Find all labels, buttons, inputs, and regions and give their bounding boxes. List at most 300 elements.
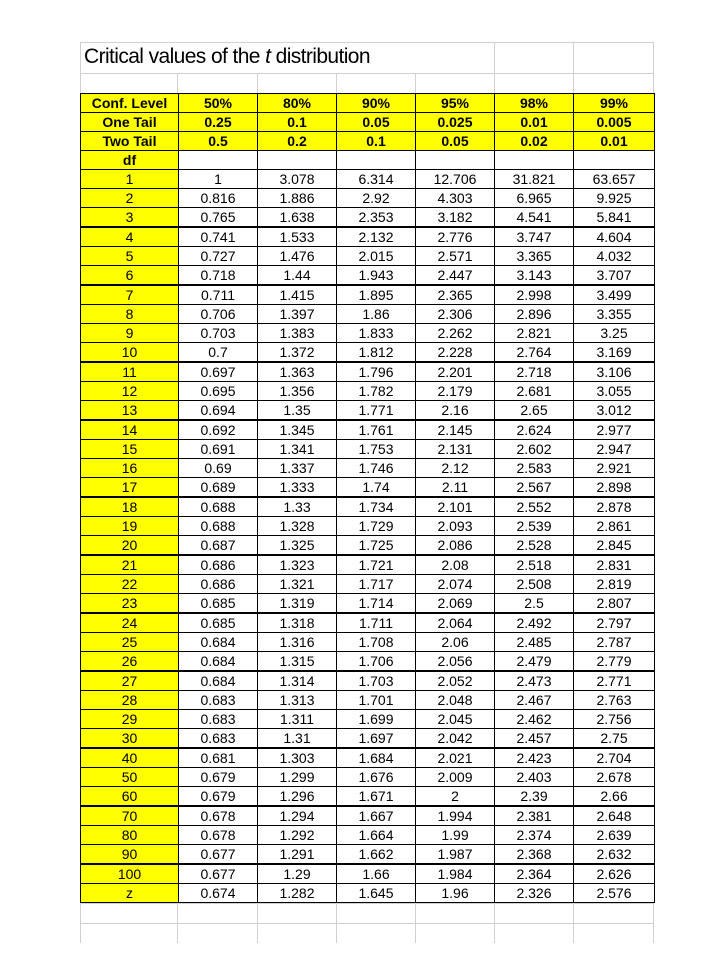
df-cell[interactable]: 22 <box>81 575 179 594</box>
df-cell[interactable]: 14 <box>81 420 179 440</box>
critical-value-cell[interactable]: 2.12 <box>416 459 495 478</box>
critical-value-cell[interactable]: 2.457 <box>495 729 574 749</box>
critical-value-cell[interactable]: 2.807 <box>574 594 655 614</box>
critical-value-cell[interactable]: 1.356 <box>258 382 337 401</box>
critical-value-cell[interactable]: 2.5 <box>495 594 574 614</box>
critical-value-cell[interactable]: 1.984 <box>416 864 495 884</box>
critical-value-cell[interactable]: 2.042 <box>416 729 495 749</box>
df-cell[interactable]: 8 <box>81 305 179 324</box>
critical-value-cell[interactable]: 1.812 <box>337 343 416 363</box>
df-cell[interactable]: 60 <box>81 787 179 807</box>
df-cell[interactable]: 5 <box>81 247 179 266</box>
blank-row[interactable] <box>80 923 654 943</box>
df-cell[interactable]: 11 <box>81 362 179 382</box>
critical-value-cell[interactable]: 3.106 <box>574 362 655 382</box>
critical-value-cell[interactable]: 0.683 <box>179 729 258 749</box>
critical-value-cell[interactable]: 2.056 <box>416 652 495 672</box>
critical-value-cell[interactable]: 1.323 <box>258 555 337 575</box>
critical-value-cell[interactable]: 0.711 <box>179 285 258 305</box>
critical-value-cell[interactable]: 2.473 <box>495 671 574 691</box>
critical-value-cell[interactable]: 0.689 <box>179 478 258 498</box>
critical-value-cell[interactable]: 1.753 <box>337 440 416 459</box>
df-cell[interactable]: 23 <box>81 594 179 614</box>
critical-value-cell[interactable]: 2.074 <box>416 575 495 594</box>
critical-value-cell[interactable]: 0.686 <box>179 555 258 575</box>
critical-value-cell[interactable]: 0.685 <box>179 613 258 633</box>
critical-value-cell[interactable]: 2.718 <box>495 362 574 382</box>
critical-value-cell[interactable]: 2.776 <box>416 227 495 247</box>
critical-value-cell[interactable]: 1.33 <box>258 497 337 517</box>
critical-value-cell[interactable]: 2.39 <box>495 787 574 807</box>
critical-value-cell[interactable]: 1.372 <box>258 343 337 363</box>
critical-value-cell[interactable]: 0.816 <box>179 189 258 208</box>
critical-value-cell[interactable]: 1.296 <box>258 787 337 807</box>
critical-value-cell[interactable]: 1.325 <box>258 536 337 556</box>
critical-value-cell[interactable]: 2.678 <box>574 768 655 787</box>
critical-value-cell[interactable]: 1.664 <box>337 826 416 845</box>
critical-value-cell[interactable]: 5.841 <box>574 208 655 228</box>
critical-value-cell[interactable]: 0.695 <box>179 382 258 401</box>
critical-value-cell[interactable]: 2.819 <box>574 575 655 594</box>
df-cell[interactable]: 13 <box>81 401 179 421</box>
header-value-cell[interactable]: 95% <box>416 94 495 113</box>
critical-value-cell[interactable]: 2.021 <box>416 748 495 768</box>
critical-value-cell[interactable]: 1.337 <box>258 459 337 478</box>
critical-value-cell[interactable]: 2.576 <box>574 884 655 903</box>
critical-value-cell[interactable]: 2.583 <box>495 459 574 478</box>
critical-value-cell[interactable]: 2.65 <box>495 401 574 421</box>
critical-value-cell[interactable]: 1.96 <box>416 884 495 903</box>
critical-value-cell[interactable]: 2.518 <box>495 555 574 575</box>
critical-value-cell[interactable]: 4.032 <box>574 247 655 266</box>
critical-value-cell[interactable]: 2.467 <box>495 691 574 710</box>
critical-value-cell[interactable]: 2.763 <box>574 691 655 710</box>
critical-value-cell[interactable]: 1.746 <box>337 459 416 478</box>
critical-value-cell[interactable]: 1.676 <box>337 768 416 787</box>
empty-cell[interactable] <box>337 151 416 170</box>
title-italic: t <box>265 45 271 68</box>
critical-value-cell[interactable]: 2.602 <box>495 440 574 459</box>
critical-value-cell[interactable]: 0.765 <box>179 208 258 228</box>
critical-value-cell[interactable]: 2.447 <box>416 266 495 286</box>
df-cell[interactable]: 7 <box>81 285 179 305</box>
critical-value-cell[interactable]: 2.069 <box>416 594 495 614</box>
critical-value-cell[interactable]: 1.771 <box>337 401 416 421</box>
critical-value-cell[interactable]: 2.539 <box>495 517 574 536</box>
critical-value-cell[interactable]: 2.374 <box>495 826 574 845</box>
critical-value-cell[interactable]: 2.921 <box>574 459 655 478</box>
critical-value-cell[interactable]: 2.896 <box>495 305 574 324</box>
critical-value-cell[interactable]: 1.74 <box>337 478 416 498</box>
critical-value-cell[interactable]: 2.821 <box>495 324 574 343</box>
critical-value-cell[interactable]: 6.965 <box>495 189 574 208</box>
df-cell[interactable]: 26 <box>81 652 179 672</box>
critical-value-cell[interactable]: 2.624 <box>495 420 574 440</box>
critical-value-cell[interactable]: 0.684 <box>179 652 258 672</box>
critical-value-cell[interactable]: 2.364 <box>495 864 574 884</box>
header-value-cell[interactable]: 0.02 <box>495 132 574 151</box>
critical-value-cell[interactable]: 1.291 <box>258 845 337 865</box>
critical-value-cell[interactable]: 2.11 <box>416 478 495 498</box>
critical-value-cell[interactable]: 2.08 <box>416 555 495 575</box>
df-cell[interactable]: 27 <box>81 671 179 691</box>
critical-value-cell[interactable]: 1.318 <box>258 613 337 633</box>
header-value-cell[interactable]: 0.05 <box>416 132 495 151</box>
df-cell[interactable]: 90 <box>81 845 179 865</box>
empty-cell[interactable] <box>574 151 655 170</box>
critical-value-cell[interactable]: 1.701 <box>337 691 416 710</box>
sheet-title[interactable] <box>84 45 370 69</box>
critical-value-cell[interactable]: 0.69 <box>179 459 258 478</box>
critical-value-cell[interactable]: 2.368 <box>495 845 574 865</box>
header-value-cell[interactable]: 0.01 <box>495 113 574 132</box>
critical-value-cell[interactable]: 1.476 <box>258 247 337 266</box>
critical-value-cell[interactable]: 1.321 <box>258 575 337 594</box>
critical-value-cell[interactable]: 0.692 <box>179 420 258 440</box>
df-cell[interactable]: 15 <box>81 440 179 459</box>
critical-value-cell[interactable]: 0.686 <box>179 575 258 594</box>
critical-value-cell[interactable]: 1.703 <box>337 671 416 691</box>
df-cell[interactable]: 3 <box>81 208 179 228</box>
critical-value-cell[interactable]: 0.677 <box>179 864 258 884</box>
critical-value-cell[interactable]: 2.878 <box>574 497 655 517</box>
header-value-cell[interactable]: 0.1 <box>258 113 337 132</box>
critical-value-cell[interactable]: 0.678 <box>179 826 258 845</box>
critical-value-cell[interactable]: 0.684 <box>179 671 258 691</box>
df-cell[interactable]: 30 <box>81 729 179 749</box>
critical-value-cell[interactable]: 0.691 <box>179 440 258 459</box>
header-value-cell[interactable]: 0.5 <box>179 132 258 151</box>
critical-value-cell[interactable]: 2.045 <box>416 710 495 729</box>
critical-value-cell[interactable]: 2.052 <box>416 671 495 691</box>
critical-value-cell[interactable]: 1.314 <box>258 671 337 691</box>
critical-value-cell[interactable]: 1.333 <box>258 478 337 498</box>
critical-value-cell[interactable]: 6.314 <box>337 170 416 189</box>
critical-value-cell[interactable]: 2.093 <box>416 517 495 536</box>
df-cell[interactable]: 2 <box>81 189 179 208</box>
critical-value-cell[interactable]: 2.648 <box>574 806 655 826</box>
critical-value-cell[interactable]: 3.182 <box>416 208 495 228</box>
critical-value-cell[interactable]: 2.632 <box>574 845 655 865</box>
header-value-cell[interactable]: 0.1 <box>337 132 416 151</box>
critical-value-cell[interactable]: 1.708 <box>337 633 416 652</box>
critical-value-cell[interactable]: 1.717 <box>337 575 416 594</box>
critical-value-cell[interactable]: 1.282 <box>258 884 337 903</box>
df-cell[interactable]: 12 <box>81 382 179 401</box>
critical-value-cell[interactable]: 2.201 <box>416 362 495 382</box>
critical-value-cell[interactable]: 9.925 <box>574 189 655 208</box>
critical-value-cell[interactable]: 1.341 <box>258 440 337 459</box>
header-label-cell[interactable]: Conf. Level <box>81 94 179 113</box>
df-cell[interactable]: 24 <box>81 613 179 633</box>
critical-value-cell[interactable]: 1.697 <box>337 729 416 749</box>
header-value-cell[interactable]: 0.05 <box>337 113 416 132</box>
df-cell[interactable]: 70 <box>81 806 179 826</box>
critical-value-cell[interactable]: 1.782 <box>337 382 416 401</box>
critical-value-cell[interactable]: 1.533 <box>258 227 337 247</box>
critical-value-cell[interactable]: 2.262 <box>416 324 495 343</box>
df-cell[interactable]: 29 <box>81 710 179 729</box>
critical-value-cell[interactable]: 0.7 <box>179 343 258 363</box>
critical-value-cell[interactable]: 2.06 <box>416 633 495 652</box>
df-cell[interactable]: 16 <box>81 459 179 478</box>
blank-row[interactable] <box>80 903 654 923</box>
critical-value-cell[interactable]: 2.353 <box>337 208 416 228</box>
critical-value-cell[interactable]: 2.048 <box>416 691 495 710</box>
critical-value-cell[interactable]: 2.009 <box>416 768 495 787</box>
critical-value-cell[interactable]: 0.674 <box>179 884 258 903</box>
critical-value-cell[interactable]: 2.552 <box>495 497 574 517</box>
critical-value-cell[interactable]: 1.328 <box>258 517 337 536</box>
critical-value-cell[interactable]: 3.012 <box>574 401 655 421</box>
critical-value-cell[interactable]: 2.771 <box>574 671 655 691</box>
critical-value-cell[interactable]: 3.143 <box>495 266 574 286</box>
critical-value-cell[interactable]: 2.977 <box>574 420 655 440</box>
critical-value-cell[interactable]: 4.541 <box>495 208 574 228</box>
empty-cell[interactable] <box>495 151 574 170</box>
critical-value-cell[interactable]: 2.898 <box>574 478 655 498</box>
df-cell[interactable]: 17 <box>81 478 179 498</box>
critical-value-cell[interactable]: 1.99 <box>416 826 495 845</box>
table-row <box>81 305 655 324</box>
df-cell[interactable]: 20 <box>81 536 179 556</box>
critical-value-cell[interactable]: 3.365 <box>495 247 574 266</box>
header-value-cell[interactable]: 99% <box>574 94 655 113</box>
empty-cell[interactable] <box>179 151 258 170</box>
critical-value-cell[interactable]: 2.571 <box>416 247 495 266</box>
df-cell[interactable]: 10 <box>81 343 179 363</box>
critical-value-cell[interactable]: 2.75 <box>574 729 655 749</box>
critical-value-cell[interactable]: 1.684 <box>337 748 416 768</box>
df-cell[interactable]: 80 <box>81 826 179 845</box>
critical-value-cell[interactable]: 2.485 <box>495 633 574 652</box>
critical-value-cell[interactable]: 0.697 <box>179 362 258 382</box>
df-cell[interactable]: 100 <box>81 864 179 884</box>
critical-value-cell[interactable]: 2.861 <box>574 517 655 536</box>
critical-value-cell[interactable]: 1.363 <box>258 362 337 382</box>
critical-value-cell[interactable]: 3.25 <box>574 324 655 343</box>
critical-value-cell[interactable]: 0.687 <box>179 536 258 556</box>
critical-value-cell[interactable]: 1.699 <box>337 710 416 729</box>
critical-value-cell[interactable]: 3.499 <box>574 285 655 305</box>
critical-value-cell[interactable]: 2.626 <box>574 864 655 884</box>
critical-value-cell[interactable]: 1.645 <box>337 884 416 903</box>
critical-value-cell[interactable]: 2.228 <box>416 343 495 363</box>
critical-value-cell[interactable]: 2.145 <box>416 420 495 440</box>
critical-value-cell[interactable]: 0.678 <box>179 806 258 826</box>
critical-value-cell[interactable]: 1.315 <box>258 652 337 672</box>
critical-value-cell[interactable]: 1.943 <box>337 266 416 286</box>
header-value-cell[interactable]: 0.005 <box>574 113 655 132</box>
critical-value-cell[interactable]: 1.761 <box>337 420 416 440</box>
critical-value-cell[interactable]: 2.179 <box>416 382 495 401</box>
critical-value-cell[interactable]: 0.684 <box>179 633 258 652</box>
critical-value-cell[interactable]: 1.987 <box>416 845 495 865</box>
critical-value-cell[interactable]: 2.403 <box>495 768 574 787</box>
critical-value-cell[interactable]: 0.727 <box>179 247 258 266</box>
critical-value-cell[interactable]: 1.721 <box>337 555 416 575</box>
critical-value-cell[interactable]: 2.16 <box>416 401 495 421</box>
critical-value-cell[interactable]: 1.667 <box>337 806 416 826</box>
df-cell[interactable]: 28 <box>81 691 179 710</box>
critical-value-cell[interactable]: 0.681 <box>179 748 258 768</box>
critical-value-cell[interactable]: 2.086 <box>416 536 495 556</box>
critical-value-cell[interactable]: 1.294 <box>258 806 337 826</box>
df-cell[interactable]: 19 <box>81 517 179 536</box>
critical-value-cell[interactable]: 31.821 <box>495 170 574 189</box>
critical-value-cell[interactable]: 2.131 <box>416 440 495 459</box>
df-cell[interactable]: z <box>81 884 179 903</box>
critical-value-cell[interactable]: 2.132 <box>337 227 416 247</box>
critical-value-cell[interactable]: 2.479 <box>495 652 574 672</box>
critical-value-cell[interactable]: 3.355 <box>574 305 655 324</box>
critical-value-cell[interactable]: 2.365 <box>416 285 495 305</box>
critical-value-cell[interactable]: 2.508 <box>495 575 574 594</box>
critical-value-cell[interactable]: 0.677 <box>179 845 258 865</box>
df-cell[interactable]: 18 <box>81 497 179 517</box>
critical-value-cell[interactable]: 0.741 <box>179 227 258 247</box>
critical-value-cell[interactable]: 1.29 <box>258 864 337 884</box>
critical-value-cell[interactable]: 1.796 <box>337 362 416 382</box>
critical-value-cell[interactable]: 3.169 <box>574 343 655 363</box>
critical-value-cell[interactable]: 0.688 <box>179 497 258 517</box>
critical-value-cell[interactable]: 1.383 <box>258 324 337 343</box>
critical-value-cell[interactable]: 1.292 <box>258 826 337 845</box>
critical-value-cell[interactable]: 2.492 <box>495 613 574 633</box>
critical-value-cell[interactable]: 2.797 <box>574 613 655 633</box>
df-cell[interactable]: 21 <box>81 555 179 575</box>
critical-value-cell[interactable]: 12.706 <box>416 170 495 189</box>
critical-value-cell[interactable]: 1.35 <box>258 401 337 421</box>
empty-cell[interactable] <box>416 151 495 170</box>
empty-cell[interactable] <box>258 151 337 170</box>
critical-value-cell[interactable]: 1.994 <box>416 806 495 826</box>
header-value-cell[interactable]: 80% <box>258 94 337 113</box>
critical-value-cell[interactable]: 1.299 <box>258 768 337 787</box>
critical-value-cell[interactable]: 3.747 <box>495 227 574 247</box>
critical-value-cell[interactable]: 0.694 <box>179 401 258 421</box>
critical-value-cell[interactable]: 1.31 <box>258 729 337 749</box>
critical-value-cell[interactable]: 0.718 <box>179 266 258 286</box>
critical-value-cell[interactable]: 0.685 <box>179 594 258 614</box>
header-value-cell[interactable]: 90% <box>337 94 416 113</box>
critical-value-cell[interactable]: 3.707 <box>574 266 655 286</box>
df-cell[interactable]: 1 <box>81 170 179 189</box>
critical-value-cell[interactable]: 1.638 <box>258 208 337 228</box>
critical-value-cell[interactable]: 0.679 <box>179 768 258 787</box>
critical-value-cell[interactable]: 2 <box>416 787 495 807</box>
df-cell[interactable]: 50 <box>81 768 179 787</box>
header-value-cell[interactable]: 50% <box>179 94 258 113</box>
header-label-cell[interactable]: One Tail <box>81 113 179 132</box>
critical-value-cell[interactable]: 2.764 <box>495 343 574 363</box>
critical-value-cell[interactable]: 2.787 <box>574 633 655 652</box>
critical-value-cell[interactable]: 0.703 <box>179 324 258 343</box>
critical-value-cell[interactable]: 0.683 <box>179 710 258 729</box>
critical-value-cell[interactable]: 1.662 <box>337 845 416 865</box>
critical-value-cell[interactable]: 2.064 <box>416 613 495 633</box>
critical-value-cell[interactable]: 1.44 <box>258 266 337 286</box>
critical-value-cell[interactable]: 2.681 <box>495 382 574 401</box>
critical-value-cell[interactable]: 1.316 <box>258 633 337 652</box>
critical-value-cell[interactable]: 2.639 <box>574 826 655 845</box>
critical-value-cell[interactable]: 2.015 <box>337 247 416 266</box>
critical-value-cell[interactable]: 1.66 <box>337 864 416 884</box>
header-value-cell[interactable]: 0.2 <box>258 132 337 151</box>
header-value-cell[interactable]: 0.01 <box>574 132 655 151</box>
critical-value-cell[interactable]: 1.311 <box>258 710 337 729</box>
critical-value-cell[interactable]: 3.055 <box>574 382 655 401</box>
critical-value-cell[interactable]: 1.711 <box>337 613 416 633</box>
df-cell[interactable]: 4 <box>81 227 179 247</box>
critical-value-cell[interactable]: 2.845 <box>574 536 655 556</box>
critical-value-cell[interactable]: 2.998 <box>495 285 574 305</box>
critical-value-cell[interactable]: 2.779 <box>574 652 655 672</box>
critical-value-cell[interactable]: 1.86 <box>337 305 416 324</box>
header-value-cell[interactable]: 0.25 <box>179 113 258 132</box>
critical-value-cell[interactable]: 4.303 <box>416 189 495 208</box>
critical-value-cell[interactable]: 0.688 <box>179 517 258 536</box>
critical-value-cell[interactable]: 1.886 <box>258 189 337 208</box>
critical-value-cell[interactable]: 1.313 <box>258 691 337 710</box>
critical-value-cell[interactable]: 1.734 <box>337 497 416 517</box>
critical-value-cell[interactable]: 2.831 <box>574 555 655 575</box>
critical-value-cell[interactable]: 1.895 <box>337 285 416 305</box>
critical-value-cell[interactable]: 3.078 <box>258 170 337 189</box>
df-cell[interactable]: 25 <box>81 633 179 652</box>
critical-value-cell[interactable]: 1 <box>179 170 258 189</box>
critical-value-cell[interactable]: 2.326 <box>495 884 574 903</box>
critical-value-cell[interactable]: 2.462 <box>495 710 574 729</box>
df-cell[interactable]: 40 <box>81 748 179 768</box>
critical-value-cell[interactable]: 1.303 <box>258 748 337 768</box>
critical-value-cell[interactable]: 0.706 <box>179 305 258 324</box>
critical-value-cell[interactable]: 2.306 <box>416 305 495 324</box>
critical-value-cell[interactable]: 1.725 <box>337 536 416 556</box>
critical-value-cell[interactable]: 2.92 <box>337 189 416 208</box>
df-header-cell[interactable]: df <box>81 151 179 170</box>
header-value-cell[interactable]: 98% <box>495 94 574 113</box>
critical-value-cell[interactable]: 1.833 <box>337 324 416 343</box>
df-cell[interactable]: 9 <box>81 324 179 343</box>
df-cell[interactable]: 6 <box>81 266 179 286</box>
critical-value-cell[interactable]: 2.423 <box>495 748 574 768</box>
critical-value-cell[interactable]: 2.756 <box>574 710 655 729</box>
critical-value-cell[interactable]: 1.319 <box>258 594 337 614</box>
critical-value-cell[interactable]: 2.66 <box>574 787 655 807</box>
critical-value-cell[interactable]: 2.567 <box>495 478 574 498</box>
critical-value-cell[interactable]: 2.101 <box>416 497 495 517</box>
critical-value-cell[interactable]: 1.706 <box>337 652 416 672</box>
critical-value-cell[interactable]: 2.704 <box>574 748 655 768</box>
header-label-cell[interactable]: Two Tail <box>81 132 179 151</box>
critical-value-cell[interactable]: 63.657 <box>574 170 655 189</box>
critical-value-cell[interactable]: 1.671 <box>337 787 416 807</box>
critical-value-cell[interactable]: 1.397 <box>258 305 337 324</box>
critical-value-cell[interactable]: 1.714 <box>337 594 416 614</box>
critical-value-cell[interactable]: 2.381 <box>495 806 574 826</box>
critical-value-cell[interactable]: 0.683 <box>179 691 258 710</box>
critical-value-cell[interactable]: 2.528 <box>495 536 574 556</box>
critical-value-cell[interactable]: 1.345 <box>258 420 337 440</box>
header-value-cell[interactable]: 0.025 <box>416 113 495 132</box>
blank-row[interactable] <box>80 73 654 93</box>
critical-value-cell[interactable]: 1.415 <box>258 285 337 305</box>
critical-value-cell[interactable]: 2.947 <box>574 440 655 459</box>
critical-value-cell[interactable]: 1.729 <box>337 517 416 536</box>
critical-value-cell[interactable]: 0.679 <box>179 787 258 807</box>
critical-value-cell[interactable]: 4.604 <box>574 227 655 247</box>
